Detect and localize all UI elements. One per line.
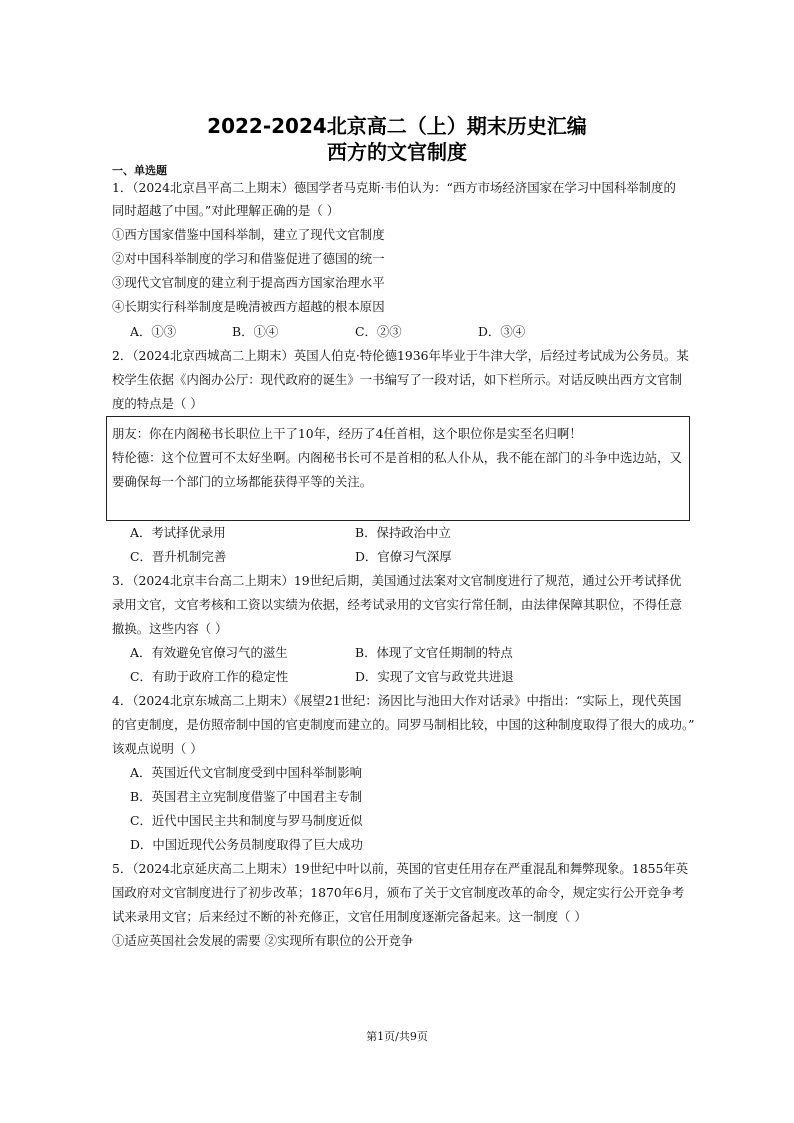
q3-option-b[interactable]: B．体现了文官任期制的特点	[355, 645, 513, 660]
q2-stem-line-3: 度的特点是（ ）	[112, 396, 203, 411]
q2-dialogue-line-3: 要确保每一个部门的立场都能获得平等的关注。	[112, 474, 373, 489]
q2-option-b[interactable]: B．保持政治中立	[355, 525, 451, 540]
q3-option-a[interactable]: A．有效避免官僚习气的滋生	[130, 645, 288, 660]
q1-stem-line-1: 1．（2024北京昌平高二上期末）德国学者马克斯·韦伯认为：“西方市场经济国家在学习中国科举制度的	[112, 180, 676, 195]
q4-option-a[interactable]: A．英国近代文官制度受到中国科举制影响	[130, 765, 362, 780]
q1-statement-4: ④长期实行科举制度是晚清被西方超越的根本原因	[112, 299, 385, 314]
q3-stem-line-3: 撤换。这些内容（ ）	[112, 621, 228, 636]
q4-stem-line-2: 的官吏制度，是仿照帝制中国的官吏制度而建立的。同罗马制相比较，中国的这种制度取得了很大的成功。”	[112, 717, 695, 732]
q2-stem-line-1: 2．（2024北京西城高二上期末）英国人伯克·特伦德1936年毕业于牛津大学，后经过考试成为公务员。某	[112, 348, 689, 363]
q2-option-a[interactable]: A．考试择优录用	[130, 525, 226, 540]
q1-statement-1: ①西方国家借鉴中国科举制，建立了现代文官制度	[112, 227, 385, 242]
document-subtitle: 西方的文官制度	[327, 140, 467, 164]
q2-option-c[interactable]: C．晋升机制完善	[130, 549, 227, 564]
q1-stem-line-2: 同时超越了中国。”对此理解正确的是（ ）	[112, 203, 340, 218]
q3-option-d[interactable]: D．实现了文官与政党共进退	[355, 669, 514, 684]
q3-stem-line-1: 3．（2024北京丰台高二上期末）19世纪后期，美国通过法案对文官制度进行了规范，通过公开考试择优	[112, 573, 682, 588]
q2-dialogue-line-2: 特伦德：这个位置可不太好坐啊。内阁秘书长可不是首相的私人仆从，我不能在部门的斗争中选边站，又	[112, 450, 682, 465]
q4-option-b[interactable]: B．英国君主立宪制度借鉴了中国君主专制	[130, 789, 363, 804]
q1-option-b[interactable]: B．①④	[232, 324, 279, 339]
q5-stem-line-2: 国政府对文官制度进行了初步改革；1870年6月，颁布了关于文官制度改革的命令，规定实行公开竞争考	[112, 885, 685, 900]
q3-stem-line-2: 录用文官，文官考核和工资以实绩为依据，经考试录用的文官实行常任制，由法律保障其职位，不得任意	[112, 597, 682, 612]
q5-stem-line-3: 试来录用文官；后来经过不断的补充修正，文官任用制度逐渐完备起来。这一制度（ ）	[112, 909, 587, 924]
q1-statement-2: ②对中国科举制度的学习和借鉴促进了德国的统一	[112, 251, 385, 266]
q4-stem-line-3: 该观点说明（ ）	[112, 741, 203, 756]
q2-option-d[interactable]: D．官僚习气深厚	[355, 549, 452, 564]
section-heading: 一、单选题	[112, 164, 167, 177]
page-footer: 第1页/共9页	[366, 1030, 428, 1043]
document-title: 2022-2024北京高二（上）期末历史汇编	[207, 114, 587, 138]
q1-option-c[interactable]: C．②③	[355, 324, 402, 339]
q1-option-d[interactable]: D．③④	[478, 324, 526, 339]
q5-stem-line-1: 5．（2024北京延庆高二上期末）19世纪中叶以前，英国的官吏任用存在严重混乱和舞弊现象。1855年英	[112, 861, 689, 876]
q5-statements: ①适应英国社会发展的需要 ②实现所有职位的公开竞争	[112, 933, 414, 948]
q4-option-c[interactable]: C．近代中国民主共和制度与罗马制度近似	[130, 813, 363, 828]
q1-statement-3: ③现代文官制度的建立利于提高西方国家治理水平	[112, 275, 385, 290]
q4-stem-line-1: 4．（2024北京东城高二上期末）《展望21世纪：汤因比与池田大作对话录》中指出：“实际上，现代英国	[112, 693, 682, 708]
q4-option-d[interactable]: D．中国近现代公务员制度取得了巨大成功	[130, 837, 363, 852]
q2-dialogue-line-1: 朋友：你在内阁秘书长职位上干了10年，经历了4任首相，这个职位你是实至名归啊！	[112, 426, 582, 441]
q2-stem-line-2: 校学生依据《内阁办公厅：现代政府的诞生》一书编写了一段对话，如下栏所示。对话反映出西方文官制	[112, 372, 682, 387]
q1-option-a[interactable]: A．①③	[130, 324, 177, 339]
q3-option-c[interactable]: C．有助于政府工作的稳定性	[130, 669, 289, 684]
